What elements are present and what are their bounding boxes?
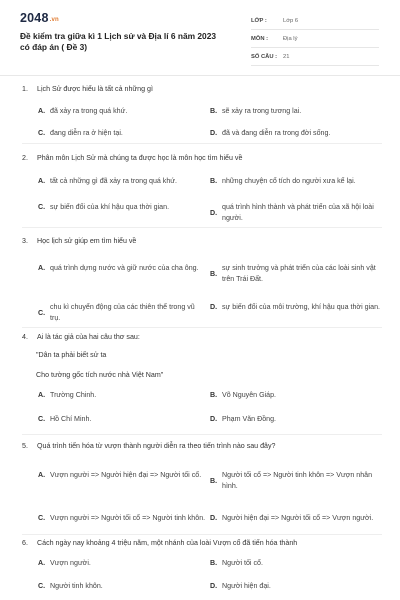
- meta-grade-value: Lớp 6: [283, 17, 299, 24]
- option-text: sự biến đổi của môi trường, khí hậu qua thời gian.: [222, 303, 381, 311]
- option-letter: A.: [38, 177, 46, 185]
- answer-option[interactable]: [38, 558, 208, 569]
- option-text: đã xảy ra trong quá khứ.: [50, 107, 128, 115]
- option-letter: A.: [38, 107, 46, 115]
- question-number: 3.: [22, 237, 28, 245]
- option-letter: D.: [210, 582, 218, 590]
- question-text: [22, 153, 242, 164]
- meta-subject-value: Địa lý: [283, 35, 298, 42]
- option-text: Vượn người => Người tối cổ => Người tinh khôn.: [50, 514, 206, 522]
- document-meta: [251, 12, 379, 66]
- answer-option[interactable]: [210, 128, 382, 139]
- meta-grade-label: LỚP :: [251, 17, 267, 24]
- option-letter: C.: [38, 514, 46, 522]
- question-quote-line: "Dân ta phải biết sử ta: [36, 351, 107, 359]
- answer-option[interactable]: [210, 513, 382, 524]
- option-text: sự biến đổi của khí hậu qua thời gian.: [50, 203, 170, 211]
- question-number: 5.: [22, 442, 28, 450]
- question-number: 4.: [22, 333, 28, 341]
- option-text: đã và đang diễn ra trong đời sống.: [222, 129, 331, 137]
- option-text: quá trình hình thành và phát triển của xã hội loài người.: [222, 203, 374, 222]
- option-text: Người hiện đại.: [222, 582, 271, 590]
- question-body: Lịch Sử được hiểu là tất cả những gì: [37, 85, 153, 93]
- option-text: đang diễn ra ở hiện tại.: [50, 129, 123, 137]
- question-body: Phân môn Lịch Sử mà chúng ta được học là môn học tìm hiểu về: [37, 154, 243, 162]
- option-letter: B.: [210, 476, 218, 485]
- answer-option[interactable]: [210, 176, 382, 187]
- option-text: Vượn người => Người hiện đại => Người tối cổ.: [50, 471, 202, 479]
- answer-option[interactable]: [38, 128, 208, 139]
- question-body: Ai là tác giả của hai câu thơ sau:: [37, 333, 140, 341]
- option-letter: D.: [210, 514, 218, 522]
- option-text: Người tinh khôn.: [50, 582, 103, 590]
- question-text: [22, 441, 275, 452]
- brand-tld: .vn: [49, 17, 59, 23]
- option-letter: B.: [210, 559, 218, 567]
- option-letter: D.: [210, 208, 218, 217]
- option-text: sự sinh trưởng và phát triển của các loài sinh vật trên Trái Đất.: [222, 264, 376, 283]
- option-text: Người tối cổ => Người tinh khôn => Vượn nhân hình.: [222, 471, 373, 490]
- site-logo[interactable]: [20, 11, 59, 25]
- answer-option[interactable]: [38, 581, 208, 592]
- answer-option[interactable]: [38, 176, 208, 187]
- meta-grade-row: [251, 12, 379, 30]
- answer-option[interactable]: [38, 106, 208, 117]
- question-number: 2.: [22, 154, 28, 162]
- question-body: Cách ngày nay khoảng 4 triệu năm, một nhánh của loài Vượn cổ đã tiến hóa thành: [37, 539, 298, 547]
- question-separator: [22, 534, 382, 535]
- answer-option[interactable]: [38, 513, 208, 524]
- question-text: [22, 538, 297, 549]
- question-separator: [22, 327, 382, 328]
- question-text: [22, 236, 136, 247]
- meta-count-label: SỐ CÂU :: [251, 53, 278, 60]
- answer-option[interactable]: [210, 581, 382, 592]
- option-text: Phạm Văn Đồng.: [222, 415, 277, 423]
- question-number: 6.: [22, 539, 28, 547]
- answer-option[interactable]: [210, 414, 382, 425]
- question-separator: [22, 434, 382, 435]
- option-letter: A.: [38, 264, 46, 272]
- option-letter: C.: [38, 203, 46, 211]
- question-number: 1.: [22, 85, 28, 93]
- option-letter: A.: [38, 471, 46, 479]
- option-letter: D.: [210, 129, 218, 137]
- question-quote-line: Cho tường gốc tích nước nhà Việt Nam": [36, 371, 164, 379]
- option-text: chu kì chuyển động của các thiên thể trong vũ trụ.: [50, 303, 195, 322]
- document-title: Đề kiểm tra giữa kì 1 Lịch sử và Địa lí 6 năm 2023 có đáp án ( Đề 3): [20, 31, 217, 52]
- answer-option[interactable]: [210, 470, 382, 492]
- option-letter: C.: [38, 129, 46, 137]
- option-text: Người hiện đại => Người tối cổ => Vượn người.: [222, 514, 374, 522]
- header-divider: [0, 75, 400, 76]
- answer-option[interactable]: [210, 106, 382, 117]
- brand-name: 2048: [20, 11, 49, 25]
- option-text: Hồ Chí Minh.: [50, 415, 92, 423]
- option-text: những chuyện cổ tích do người xưa kể lại.: [222, 177, 356, 185]
- option-letter: B.: [210, 107, 218, 115]
- answer-option[interactable]: [38, 414, 208, 425]
- option-text: quá trình dựng nước và giữ nước của cha ông.: [50, 264, 199, 272]
- meta-subject-label: MÔN :: [251, 35, 269, 42]
- meta-count-value: 21: [283, 53, 290, 60]
- meta-count-row: [251, 48, 379, 66]
- option-letter: C.: [38, 308, 46, 317]
- option-text: Vượn người.: [50, 559, 91, 567]
- question-separator: [22, 143, 382, 144]
- option-text: tất cả những gì đã xảy ra trong quá khứ.: [50, 177, 178, 185]
- option-letter: A.: [38, 559, 46, 567]
- option-letter: D.: [210, 415, 218, 423]
- answer-option[interactable]: [210, 390, 382, 401]
- header: [0, 0, 400, 66]
- answer-option[interactable]: [38, 390, 208, 401]
- meta-subject-row: [251, 30, 379, 48]
- option-letter: D.: [210, 303, 218, 311]
- answer-option[interactable]: [38, 263, 208, 274]
- answer-option[interactable]: [38, 302, 208, 324]
- option-letter: C.: [38, 415, 46, 423]
- option-letter: B.: [210, 391, 218, 399]
- question-body: Học lịch sử giúp em tìm hiểu về: [37, 237, 137, 245]
- option-letter: B.: [210, 269, 218, 278]
- answer-option[interactable]: [38, 202, 208, 213]
- option-letter: B.: [210, 177, 218, 185]
- option-text: sẽ xảy ra trong tương lai.: [222, 107, 302, 115]
- answer-option[interactable]: [210, 558, 382, 569]
- option-text: Trường Chinh.: [50, 391, 97, 399]
- question-text: [22, 84, 153, 95]
- option-letter: A.: [38, 391, 46, 399]
- option-letter: C.: [38, 582, 46, 590]
- option-text: Võ Nguyên Giáp.: [222, 391, 277, 399]
- question-separator: [22, 227, 382, 228]
- option-text: Người tối cổ.: [222, 559, 263, 567]
- answer-option[interactable]: [210, 302, 382, 313]
- answer-option[interactable]: [210, 202, 382, 224]
- answer-option[interactable]: [210, 263, 382, 285]
- question-text: [22, 332, 140, 343]
- question-body: Quá trình tiến hóa từ vượn thành người diễn ra theo tiến trình nào sau đây?: [37, 442, 276, 450]
- answer-option[interactable]: [38, 470, 208, 481]
